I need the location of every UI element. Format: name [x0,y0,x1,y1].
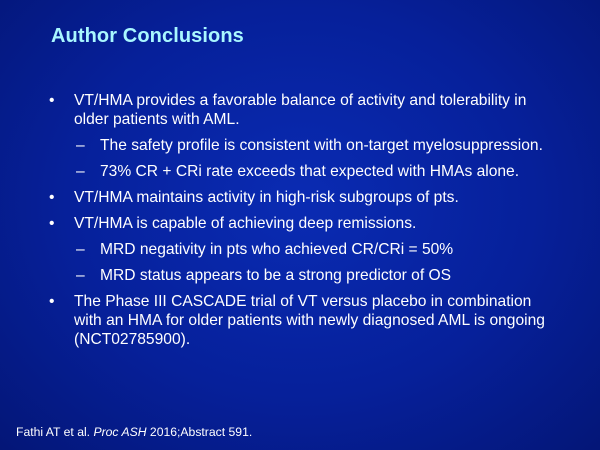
sub-bullet-item [48,240,558,259]
bullet-marker: • [49,215,55,232]
citation-author: Fathi AT et al. [16,425,91,439]
sub-bullet-item [48,136,558,155]
sub-bullet-item [48,162,558,181]
bullet-marker: • [49,293,55,310]
sub-bullet-text: MRD status appears to be a strong predictor of OS [100,267,452,284]
bullet-marker: • [49,92,55,109]
citation-details: 2016;Abstract 591. [149,425,253,439]
bullet-marker: • [49,189,55,206]
bullet-text: VT/HMA provides a favorable balance of activity and tolerability in older patients with AML. [74,92,527,128]
dash-marker: – [76,137,85,154]
bullet-item [48,91,558,129]
bullet-text: VT/HMA is capable of achieving deep remissions. [74,215,417,232]
bullet-text: The Phase III CASCADE trial of VT versus placebo in combination with an HMA for older patients with newly diagnosed AML is ongoing (NCT02785900). [74,293,545,348]
dash-marker: – [76,267,85,284]
bullet-item [48,188,558,207]
bullet-item [48,292,558,349]
sub-bullet-text: The safety profile is consistent with on-target myelosuppression. [100,137,543,154]
sub-bullet-text: 73% CR + CRi rate exceeds that expected with HMAs alone. [100,163,520,180]
citation-footer [16,425,252,439]
sub-bullet-item [48,266,558,285]
dash-marker: – [76,163,85,180]
citation-journal: Proc ASH [93,425,147,439]
slide-title: Author Conclusions [51,25,244,47]
bullet-item [48,214,558,233]
sub-bullet-text: MRD negativity in pts who achieved CR/CRi = 50% [100,241,454,258]
bullet-text: VT/HMA maintains activity in high-risk subgroups of pts. [74,189,459,206]
bullet-list [48,91,558,356]
dash-marker: – [76,241,85,258]
